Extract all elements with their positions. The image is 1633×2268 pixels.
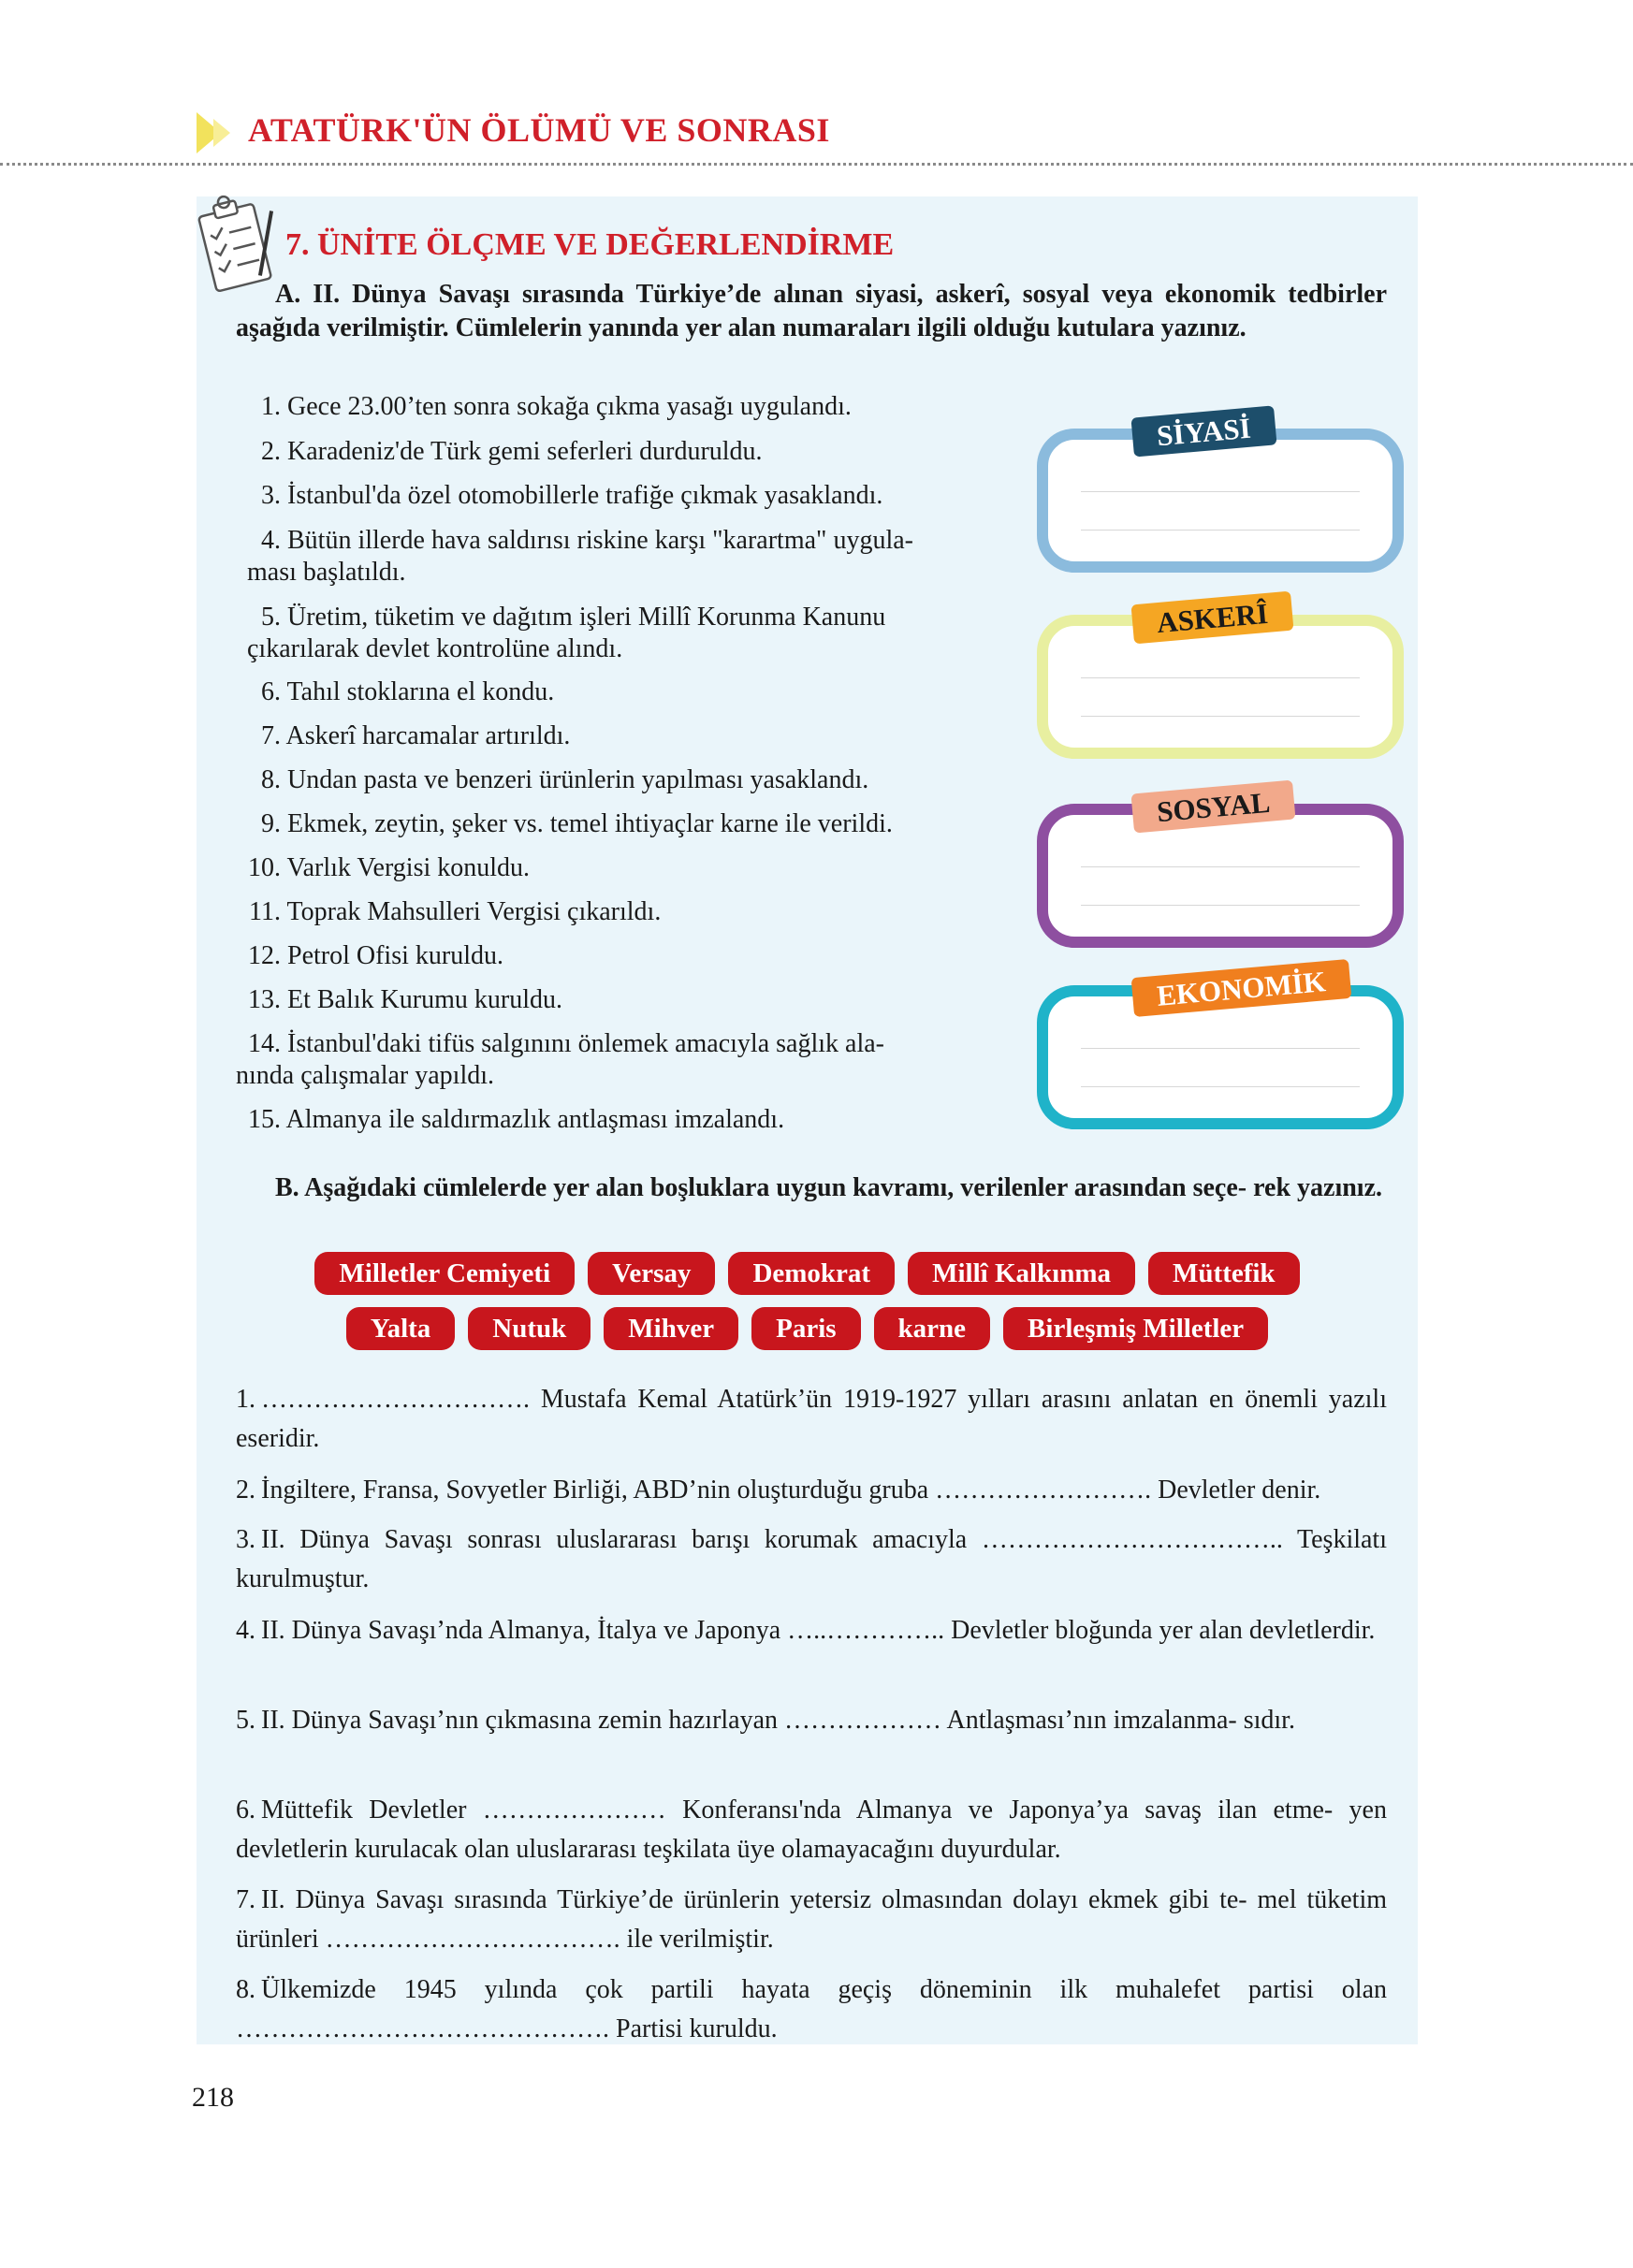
fill-question: 6. Müttefik Devletler ………………… Konferansı'nda Almanya ve Japonya’ya savaş ilan etme- yen devletlerin kurulacak olan uluslararası teşkilata üye olamayacağını duyurdular.: [236, 1796, 1387, 1864]
unit-title: 7. ÜNİTE ÖLÇME VE DEĞERLENDİRME: [285, 227, 895, 262]
word-chip[interactable]: Yalta: [346, 1307, 455, 1350]
page-number: 218: [192, 2082, 234, 2113]
category-box-askeri[interactable]: [1037, 596, 1404, 759]
list-item: 2. Karadeniz'de Türk gemi seferleri durduruldu.: [261, 437, 763, 466]
list-item: 11. Toprak Mahsulleri Vergisi çıkarıldı.: [249, 897, 662, 926]
list-item: 6. Tahıl stoklarına el kondu.: [261, 677, 555, 706]
list-item: 3. İstanbul'da özel otomobillerle trafiğe çıkmak yasaklandı.: [261, 481, 883, 510]
category-box-ekonomik[interactable]: [1037, 965, 1404, 1129]
answer-lines: [1081, 491, 1360, 531]
word-chip[interactable]: Nutuk: [468, 1307, 591, 1350]
fill-question: 7. II. Dünya Savaşı sırasında Türkiye’de ürünlerin yetersiz olmasından dolayı ekmek gibi te- mel tüketim ürünleri ……………………………. ile verilmiştir.: [236, 1885, 1387, 1954]
list-item: 10. Varlık Vergisi konuldu.: [248, 853, 531, 882]
fill-question: 2. İngiltere, Fransa, Sovyetler Birliği, ABD’nin oluşturduğu gruba ……………………. Devletler denir.: [236, 1476, 1321, 1505]
header-divider: [0, 163, 1633, 166]
list-item: 15. Almanya ile saldırmazlık antlaşması imzalandı.: [248, 1105, 785, 1134]
word-chip[interactable]: Paris: [751, 1307, 860, 1350]
list-item: 14. İstanbul'daki tifüs salgınını önlemek amacıyla sağlık ala- nında çalışmalar yapıldı.: [236, 1029, 884, 1090]
answer-lines: [1081, 677, 1360, 717]
word-chip[interactable]: Demokrat: [728, 1252, 895, 1295]
list-item: 7. Askerî harcamalar artırıldı.: [261, 721, 571, 750]
answer-lines: [1081, 866, 1360, 906]
word-chip[interactable]: Milletler Cemiyeti: [314, 1252, 575, 1295]
word-chip[interactable]: Birleşmiş Milletler: [1003, 1307, 1268, 1350]
category-label: ASKERÎ: [1130, 591, 1293, 645]
list-item: 12. Petrol Ofisi kuruldu.: [248, 941, 503, 970]
list-item: 8. Undan pasta ve benzeri ürünlerin yapılması yasaklandı.: [261, 765, 869, 794]
list-item: 1. Gece 23.00’ten sonra sokağa çıkma yasağı uygulandı.: [261, 392, 852, 421]
list-item: 9. Ekmek, zeytin, şeker vs. temel ihtiyaçlar karne ile verildi.: [261, 809, 893, 838]
word-chip[interactable]: Mihver: [604, 1307, 738, 1350]
list-item: 13. Et Balık Kurumu kuruldu.: [248, 985, 562, 1014]
word-bank-row-2: [197, 1307, 1418, 1350]
fill-question: 5. II. Dünya Savaşı’nın çıkmasına zemin hazırlayan ……………… Antlaşması’nın imzalanma- sıdır.: [236, 1706, 1295, 1735]
fill-question: 8. Ülkemizde 1945 yılında çok partili hayata geçiş döneminin ilk muhalefet partisi olan ……………………………………. Partisi kuruldu.: [236, 1975, 1387, 2043]
category-label: SİYASİ: [1130, 405, 1276, 457]
word-chip[interactable]: Versay: [588, 1252, 715, 1295]
category-box-siyasi[interactable]: [1037, 411, 1404, 573]
fill-question: 1. …………………………. Mustafa Kemal Atatürk’ün 1919-1927 yılları arasını anlatan en önemli yazılı eseridir.: [236, 1385, 1387, 1453]
section-a-instruction: A. II. Dünya Savaşı sırasında Türkiye’de alınan siyasi, askerî, sosyal veya ekonomik tedbirler aşağıda verilmiştir. Cümlelerin yanında yer alan numaraları ilgili olduğu kutulara yazınız.: [236, 280, 1387, 342]
list-item: 4. Bütün illerde hava saldırısı riskine karşı "karartma" uygula- ması başlatıldı.: [247, 526, 914, 587]
chapter-marker-inner: [213, 119, 230, 147]
category-label: SOSYAL: [1130, 780, 1295, 834]
fill-question: 3. II. Dünya Savaşı sonrası uluslararası barışı korumak amacıyla …………………………….. Teşkilatı kurulmuştur.: [236, 1525, 1387, 1593]
word-chip[interactable]: Müttefik: [1148, 1252, 1300, 1295]
word-chip[interactable]: karne: [874, 1307, 991, 1350]
chapter-title: ATATÜRK'ÜN ÖLÜMÜ VE SONRASI: [248, 111, 830, 149]
category-box-sosyal[interactable]: [1037, 785, 1404, 948]
fill-question: 4. II. Dünya Savaşı’nda Almanya, İtalya ve Japonya …..………….. Devletler bloğunda yer alan devletlerdir.: [236, 1616, 1376, 1645]
word-bank-row-1: [197, 1252, 1418, 1295]
word-chip[interactable]: Millî Kalkınma: [908, 1252, 1135, 1295]
answer-lines: [1081, 1048, 1360, 1087]
list-item: 5. Üretim, tüketim ve dağıtım işleri Millî Korunma Kanunu çıkarılarak devlet kontrolüne alındı.: [247, 603, 886, 663]
section-b-instruction: B. Aşağıdaki cümlelerde yer alan boşluklara uygun kavramı, verilenler arasından seçe- rek yazınız.: [275, 1173, 1383, 1202]
category-label: EKONOMİK: [1131, 959, 1352, 1017]
